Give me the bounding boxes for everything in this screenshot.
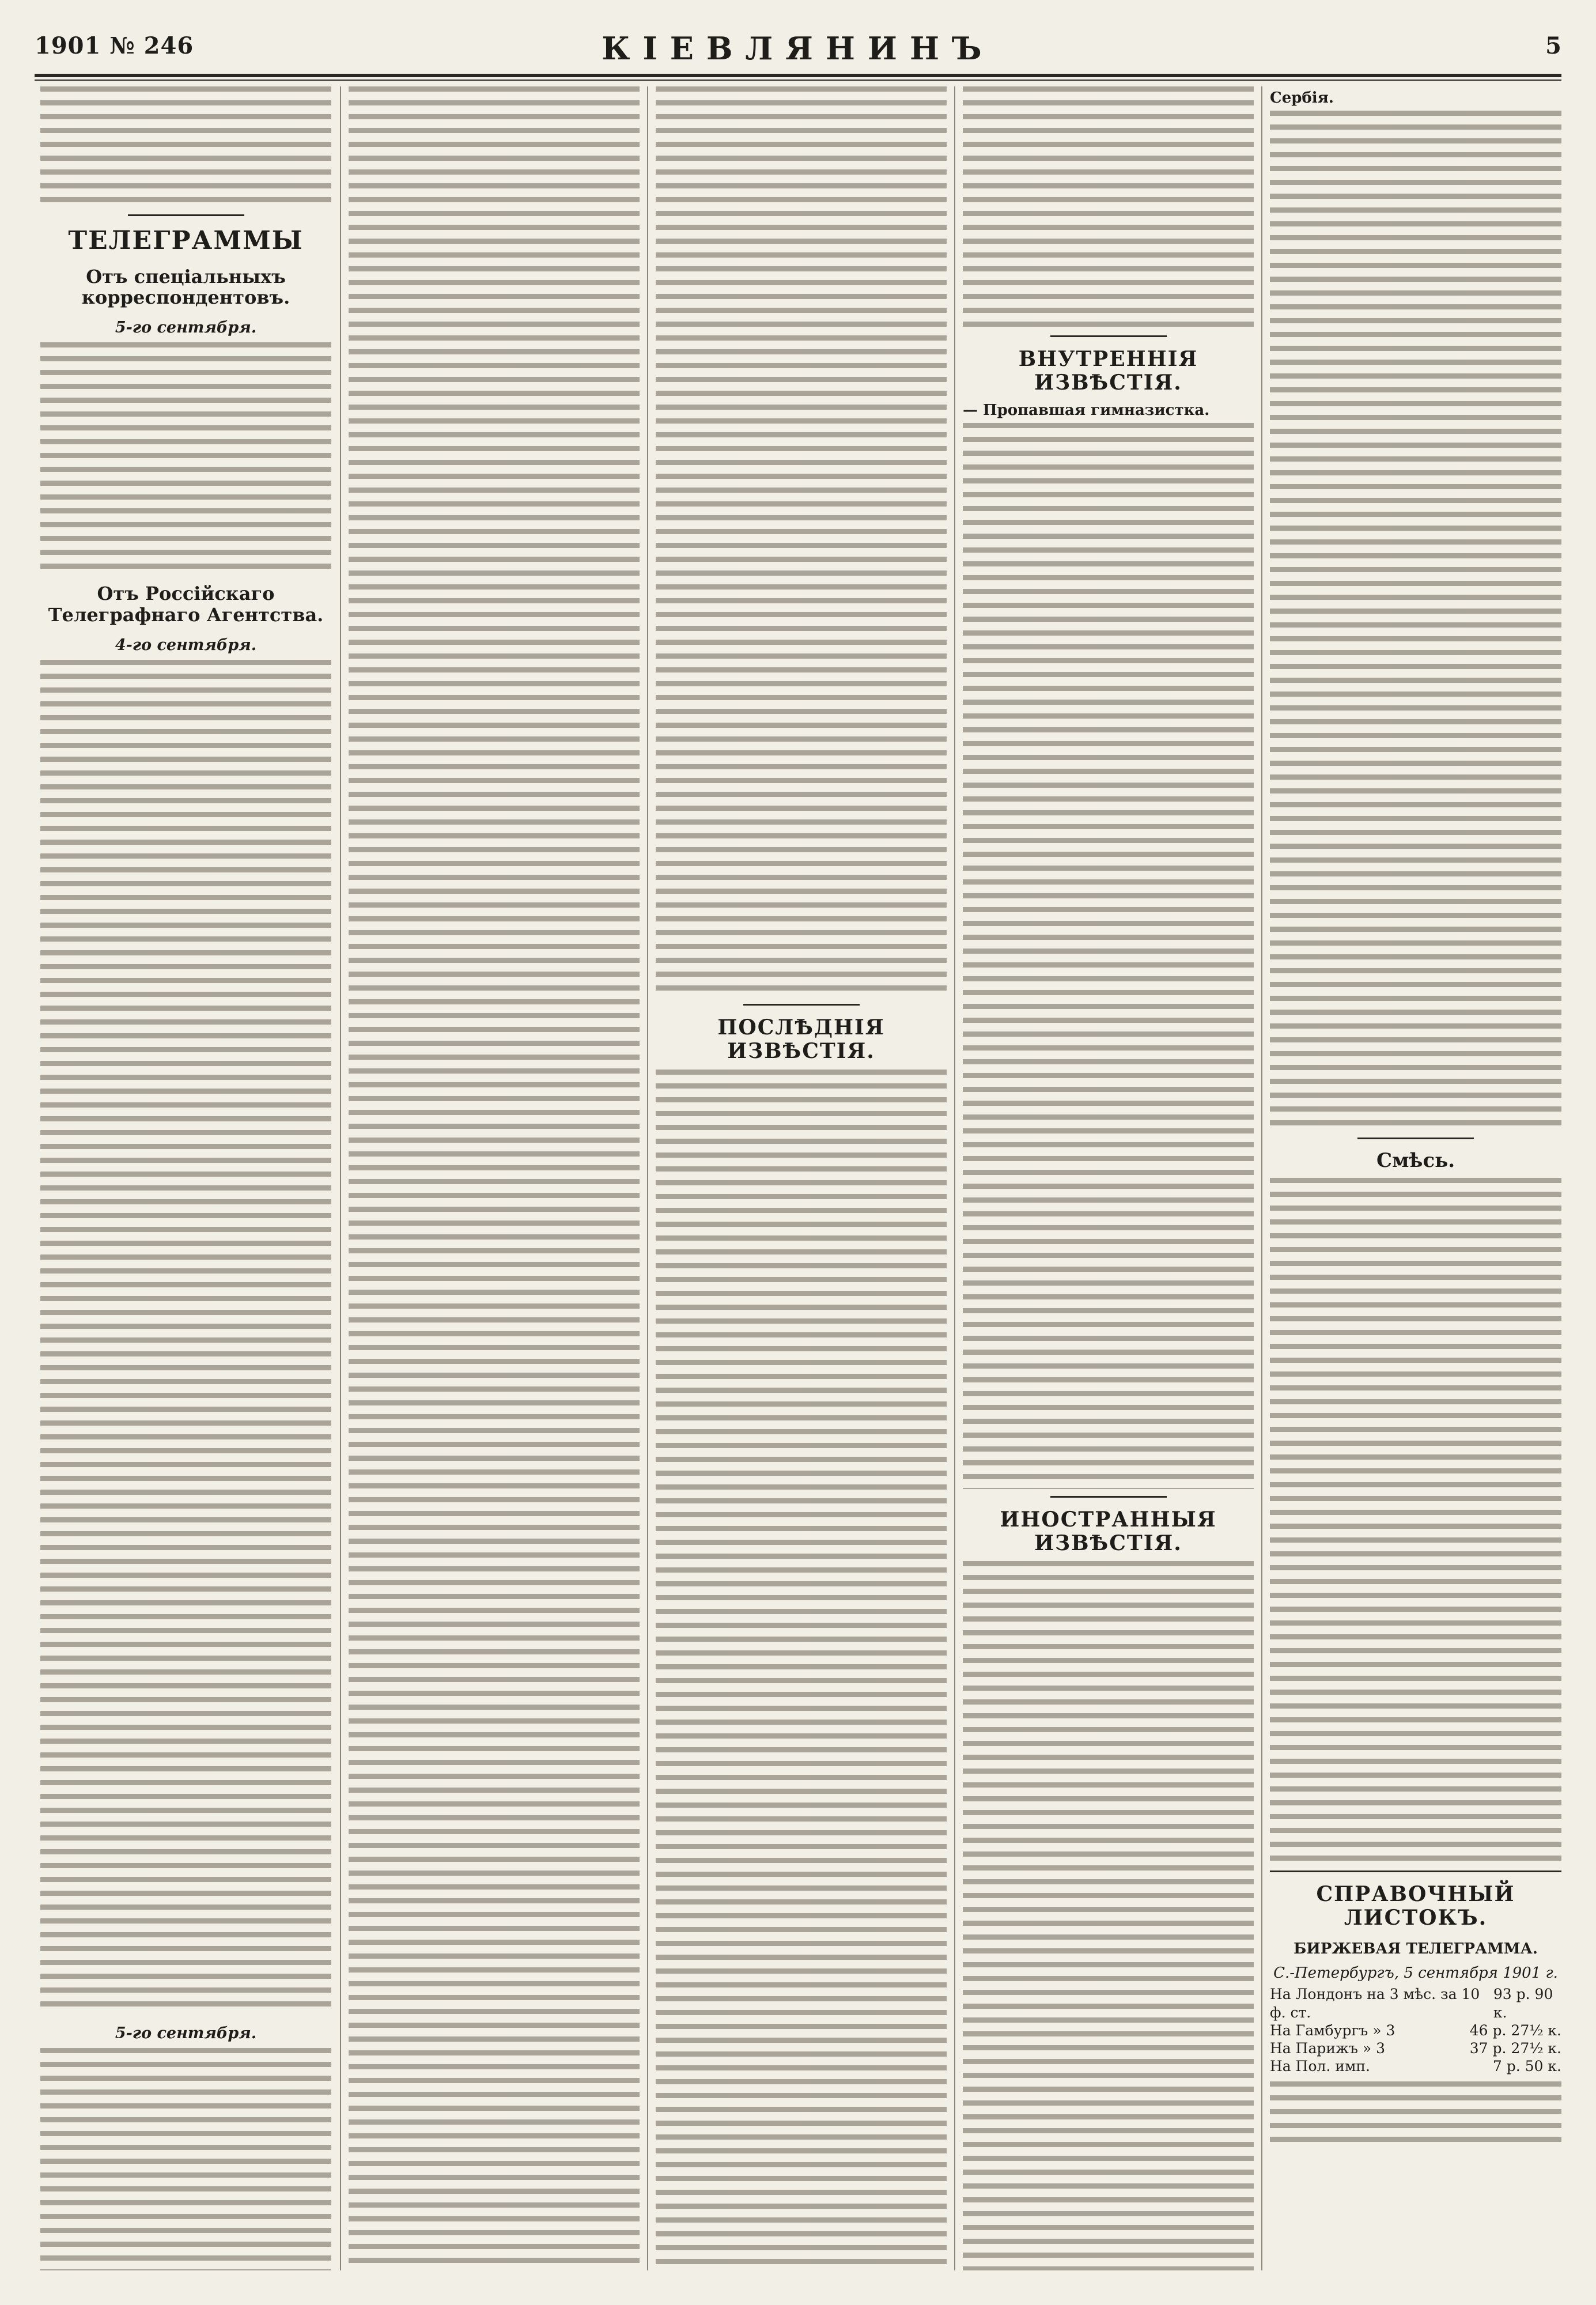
issue-number: 1901 № 246 bbox=[35, 32, 194, 59]
exchange-row bbox=[1270, 1985, 1561, 2021]
column-4 bbox=[963, 86, 1254, 2270]
body-text-block bbox=[1270, 111, 1561, 1131]
exchange-value: 37 р. 27½ к. bbox=[1469, 2040, 1561, 2057]
article-lead: — Пропавшая гимназистка. bbox=[963, 401, 1210, 419]
column-separator bbox=[954, 86, 955, 2270]
article-lead: Сербія. bbox=[1270, 89, 1334, 107]
exchange-row bbox=[1270, 2057, 1561, 2075]
newspaper-title: КІЕВЛЯНИНЪ bbox=[602, 30, 994, 67]
section-subheading-agency: Отъ Россійскаго Телеграфнаго Агентства. bbox=[48, 583, 324, 626]
section-heading-latest: ПОСЛѢДНІЯ ИЗВѢСТІЯ. bbox=[717, 1015, 885, 1064]
section-heading-misc: Смѣсь. bbox=[1376, 1148, 1455, 1172]
divider bbox=[1357, 1138, 1474, 1139]
exchange-row bbox=[1270, 2021, 1561, 2039]
column-separator bbox=[1261, 86, 1262, 2270]
section-heading-telegrams: ТЕЛЕГРАММЫ bbox=[68, 226, 304, 255]
exchange-label: На Парижъ » 3 bbox=[1270, 2040, 1386, 2057]
divider bbox=[1050, 335, 1167, 337]
exchange-value: 7 р. 50 к. bbox=[1492, 2058, 1561, 2075]
exchange-table bbox=[1270, 1985, 1561, 2075]
exchange-label: На Лондонъ на 3 мѣс. за 10 ф. ст. bbox=[1270, 1986, 1480, 2021]
body-text-block bbox=[963, 86, 1254, 328]
section-subheading-exchange: БИРЖЕВАЯ ТЕЛЕГРАММА. bbox=[1294, 1940, 1538, 1958]
body-text-block bbox=[963, 1561, 1254, 2270]
masthead-rule bbox=[35, 74, 1561, 77]
column-separator bbox=[340, 86, 341, 2270]
body-text-block bbox=[349, 86, 640, 2270]
body-text-block bbox=[40, 342, 331, 573]
page-number: 5 bbox=[1545, 32, 1561, 59]
body-text-block bbox=[40, 660, 331, 2014]
exchange-row bbox=[1270, 2039, 1561, 2057]
divider bbox=[1050, 1496, 1167, 1498]
dateline: 5-го сентября. bbox=[115, 319, 257, 337]
masthead bbox=[35, 23, 1561, 69]
body-text-block bbox=[963, 423, 1254, 1489]
body-text-block bbox=[40, 86, 331, 207]
body-text-block bbox=[1270, 2081, 1561, 2151]
section-heading-reference: СПРАВОЧНЫЙ ЛИСТОКЪ. bbox=[1316, 1881, 1515, 1930]
dateline: 4-го сентября. bbox=[115, 636, 257, 654]
exchange-value: 46 р. 27½ к. bbox=[1469, 2021, 1561, 2039]
body-text-block bbox=[656, 86, 947, 997]
column-1 bbox=[40, 86, 331, 2270]
body-text-block bbox=[1270, 1178, 1561, 1864]
column-separator bbox=[647, 86, 648, 2270]
section-heading-foreign: ИНОСТРАННЫЯ ИЗВѢСТІЯ. bbox=[1000, 1507, 1217, 1555]
exchange-label: На Гамбургъ » 3 bbox=[1270, 2021, 1395, 2039]
section-subheading-special: Отъ спеціальныхъ корреспондентовъ. bbox=[81, 265, 290, 309]
divider bbox=[1270, 1871, 1561, 1872]
exchange-label: На Пол. имп. bbox=[1270, 2058, 1370, 2075]
exchange-dateline: С.-Петербургъ, 5 сентября 1901 г. bbox=[1273, 1964, 1558, 1982]
column-2 bbox=[349, 86, 640, 2270]
body-text-block bbox=[656, 1070, 947, 2270]
dateline: 5-го сентября. bbox=[115, 2024, 257, 2042]
section-heading-internal: ВНУТРЕННІЯ ИЗВѢСТІЯ. bbox=[1018, 347, 1198, 395]
divider bbox=[128, 214, 244, 216]
masthead-rule-thin bbox=[35, 80, 1561, 81]
column-3 bbox=[656, 86, 947, 2270]
exchange-value: 93 р. 90 к. bbox=[1493, 1986, 1553, 2021]
divider bbox=[743, 1004, 860, 1006]
column-5 bbox=[1270, 86, 1561, 2270]
body-text-block bbox=[40, 2048, 331, 2270]
